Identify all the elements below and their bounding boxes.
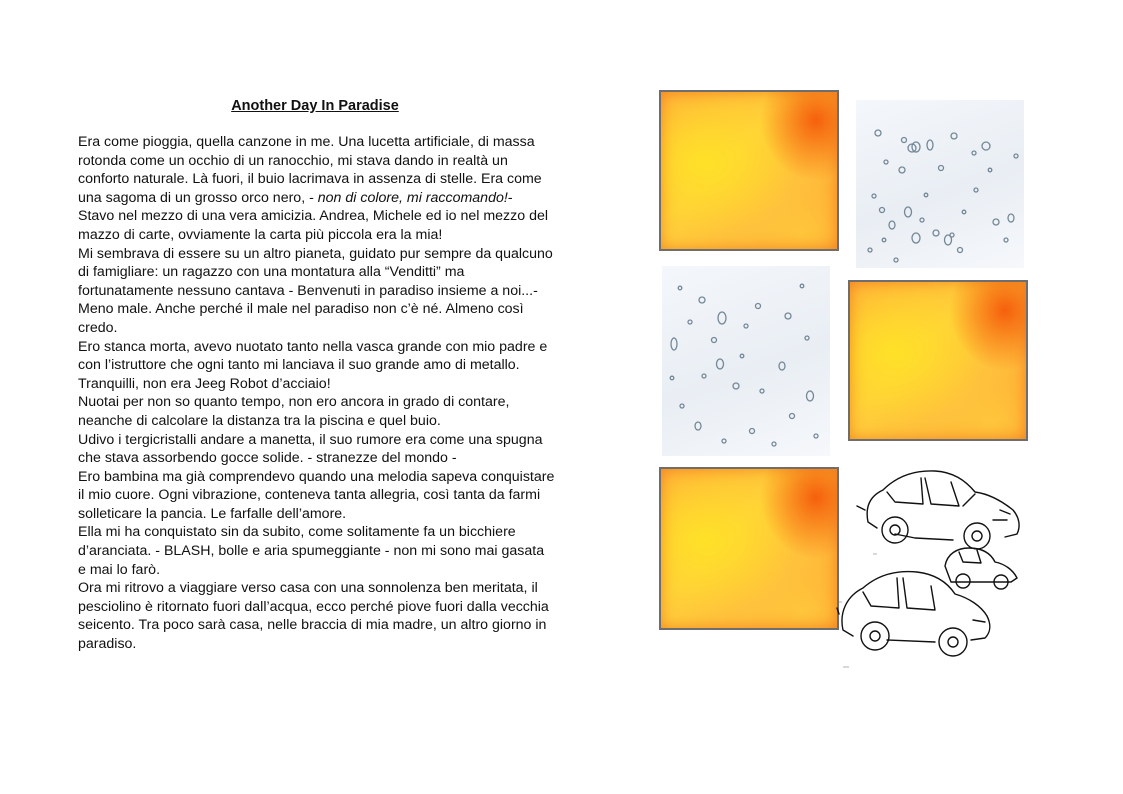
text-fragment: - xyxy=(507,189,513,206)
text-line: Ero stanca morta, avevo nuotato tanto nella vasca grande con mio padre e xyxy=(78,338,548,355)
cars-line-drawing xyxy=(835,462,1031,672)
story-body xyxy=(78,133,558,654)
fiat-600-cars-image xyxy=(835,462,1031,672)
water-drops-image xyxy=(662,266,830,456)
text-line: Meno male. Anche perché il male nel paradiso non c’è né. Almeno così xyxy=(78,301,524,318)
text-line: e mai lo farò. xyxy=(78,561,161,578)
orange-gradient-image xyxy=(659,467,839,630)
text-line: Ora mi ritrovo a viaggiare verso casa con una sonnolenza ben meritata, il xyxy=(78,580,538,597)
text-line: Tranquilli, non era Jeeg Robot d’acciaio! xyxy=(78,375,331,392)
text-line: seicento. Tra poco sarà casa, nelle braccia di mia madre, un altro giorno in xyxy=(78,617,547,634)
text-line: Ero bambina ma già comprendevo quando una melodia sapeva conquistare xyxy=(78,468,555,485)
text-line: Udivo i tergicristalli andare a manetta, il suo rumore era come una spugna xyxy=(78,431,543,448)
text-line: di famigliare: un ragazzo con una montatura alla “Venditti” ma xyxy=(78,264,465,281)
text-line: d’aranciata. - BLASH, bolle e aria spumeggiante - non mi sono mai gasata xyxy=(78,543,545,560)
orange-gradient-image xyxy=(659,90,839,251)
water-drops-graphic xyxy=(856,100,1024,268)
text-line: mazzo di carte, ovviamente la carta più piccola era la mia! xyxy=(78,226,443,243)
text-line: neanche di calcolare la distanza tra la piscina e quel buio. xyxy=(78,412,441,429)
orange-gradient-image xyxy=(848,280,1028,441)
italic-aside: non di colore, mi raccomando! xyxy=(317,189,508,206)
text-line: pesciolino è ritornato fuori dall’acqua, ecco perché piove fuori dalla vecchia xyxy=(78,598,549,615)
text-line: il mio cuore. Ogni vibrazione, conteneva tanta allegria, così tanta da farmi xyxy=(78,487,541,504)
text-line: fortunatamente nessuno cantava - Benvenuti in paradiso insieme a noi...- xyxy=(78,282,538,299)
text-line: Era come pioggia, quella canzone in me. Una lucetta artificiale, di massa xyxy=(78,134,535,150)
text-line-with-italic xyxy=(78,189,558,208)
text-line: Ella mi ha conquistato sin da subito, come solitamente fa un bicchiere xyxy=(78,524,516,541)
text-line: con l’istruttore che ogni tanto mi lanciava il suo grande amo di metallo. xyxy=(78,357,520,374)
text-line: Stavo nel mezzo di una vera amicizia. Andrea, Michele ed io nel mezzo del xyxy=(78,208,549,225)
text-line: Mi sembrava di essere su un altro pianeta, guidato pur sempre da qualcuno xyxy=(78,245,553,262)
text-line: paradiso. xyxy=(78,636,137,653)
text-line: Nuotai per non so quanto tempo, non ero ancora in grado di contare, xyxy=(78,394,510,411)
text-line: solleticare la pancia. Le farfalle dell’amore. xyxy=(78,505,347,522)
text-line: rotonda come un occhio di un ranocchio, mi stava dando in realtà un xyxy=(78,152,508,169)
text-fragment: una sagoma di un grosso orco nero, - xyxy=(78,189,318,206)
page-title: Another Day In Paradise xyxy=(231,97,399,114)
text-line: credo. xyxy=(78,319,118,336)
text-line: conforto naturale. Là fuori, il buio lacrimava in assenza di stelle. Era come xyxy=(78,171,542,188)
water-drops-image xyxy=(856,100,1024,268)
text-line: che stava assorbendo gocce solide. - stranezze del mondo - xyxy=(78,450,457,467)
water-drops-graphic xyxy=(662,266,830,456)
